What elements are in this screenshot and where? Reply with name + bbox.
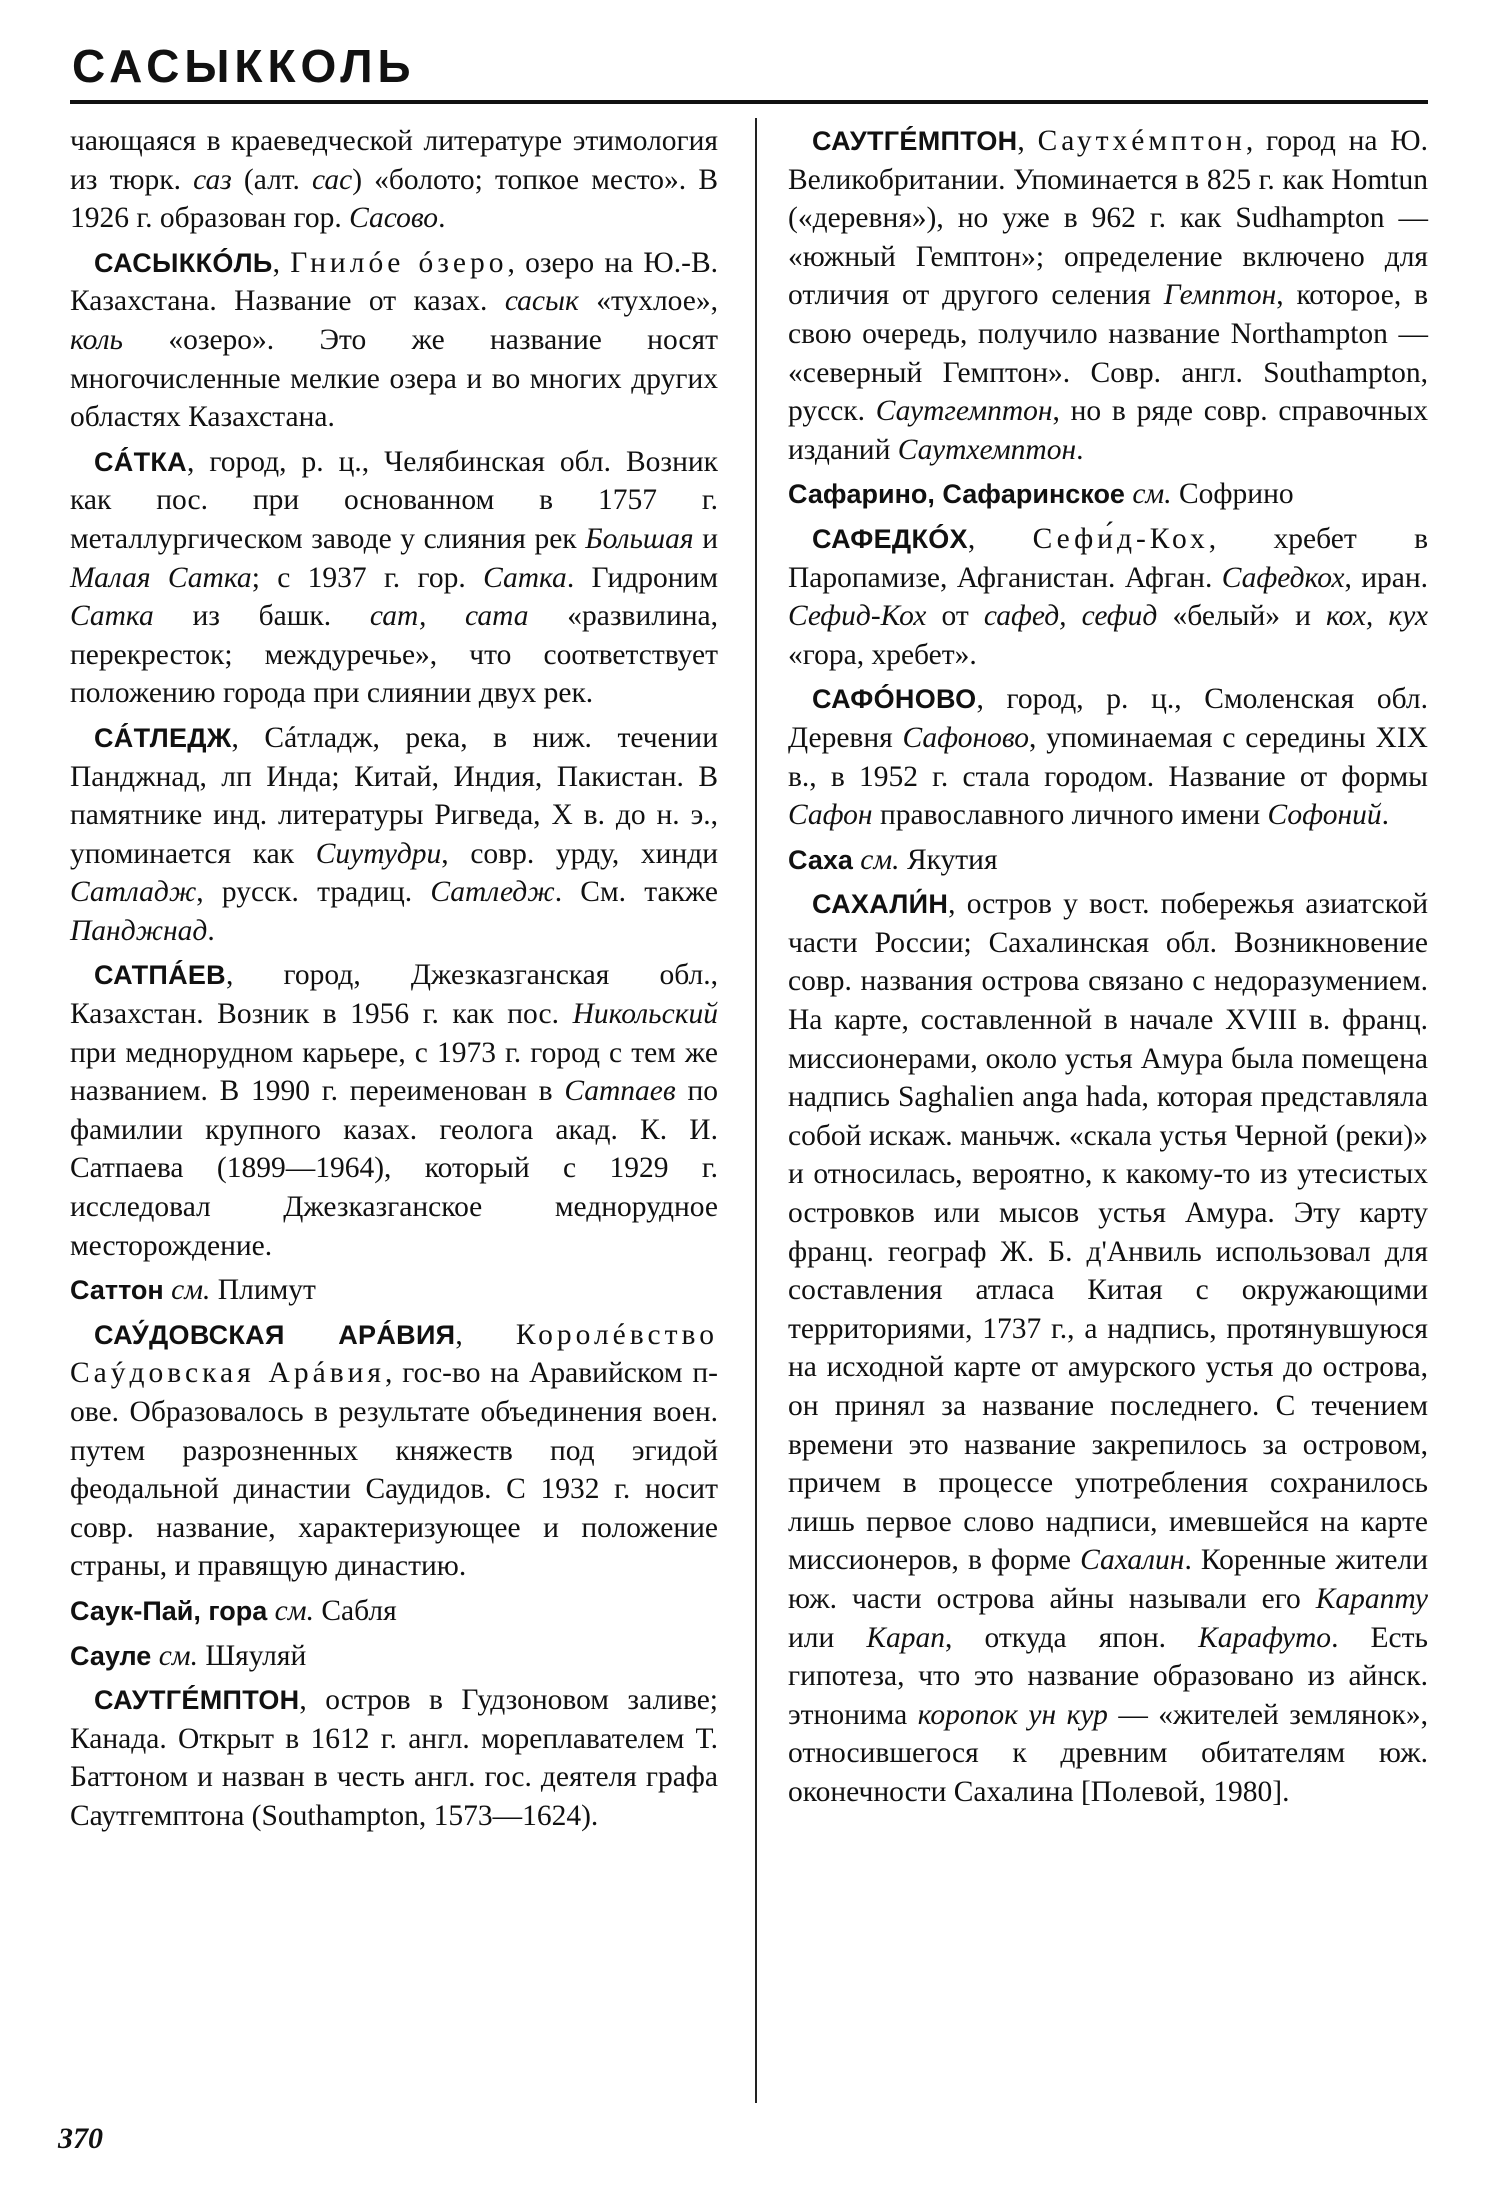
- italic-term: Сефид-Кох: [788, 600, 927, 633]
- entry-text: , русск. традиц.: [196, 876, 431, 909]
- italic-term: Сафедкох: [1221, 561, 1345, 594]
- reference-headword: Сафарино, Сафаринское: [788, 479, 1125, 510]
- italic-term: Сиутудри: [315, 837, 442, 870]
- entry-headword: САСЫККÓЛЬ: [94, 247, 273, 278]
- italic-term: сасык: [504, 285, 579, 318]
- reference-headword: Саук-Пай, гора: [70, 1595, 268, 1626]
- italic-term: Сасово: [349, 202, 439, 235]
- italic-term: см.: [171, 1274, 211, 1307]
- reference-headword: Сауле: [70, 1640, 152, 1671]
- entry-text: .: [207, 914, 215, 947]
- italic-term: Сафон: [788, 799, 873, 832]
- reference-headword: Саттон: [70, 1275, 164, 1306]
- entry-headword: САУТГÉМПТОН: [94, 1685, 300, 1716]
- entry-headword: САХАЛИ́Н: [812, 889, 949, 920]
- italic-term: Гемптон: [1163, 279, 1277, 312]
- entry-text: , иран.: [1344, 561, 1429, 594]
- entry-text: из башк.: [153, 600, 370, 633]
- variant-name: Саутхéмптон: [1037, 125, 1246, 157]
- entry-text: , совр. урду, хинди: [441, 837, 719, 870]
- entry-text: чающаяся в краеведческой литературе этимология из тюрк.: [70, 125, 718, 196]
- italic-term: Сахалин: [1080, 1544, 1185, 1577]
- entry-text: , откуда япон.: [945, 1621, 1199, 1654]
- dictionary-entry: [70, 719, 718, 951]
- entry-text: Сабля: [313, 1594, 397, 1627]
- entry-text: Плимут: [210, 1274, 316, 1307]
- column-divider: [755, 118, 757, 2103]
- entry-headword: САУ́ДОВСКАЯ АРÁВИЯ: [94, 1319, 456, 1350]
- entry-headword: САУТГÉМПТОН: [812, 126, 1018, 156]
- entry-text: Шяуляй: [198, 1639, 307, 1672]
- dictionary-entry: [788, 885, 1428, 1811]
- entry-text: , город, Джезказганская обл., Казахстан. Возник в 1956 г. как пос.: [70, 959, 718, 1031]
- dictionary-entry: [788, 680, 1428, 834]
- entry-text: от: [926, 600, 984, 633]
- page-header: [70, 34, 1428, 104]
- italic-term: Карафуто: [1198, 1621, 1332, 1654]
- dictionary-entry: [788, 122, 1428, 469]
- page-number: 370: [58, 2122, 103, 2155]
- cross-reference-entry: [70, 1271, 718, 1310]
- italic-term: коропок ун кур: [917, 1698, 1108, 1731]
- entry-text: по фамилии крупного казах. геолога акад. К. И. Сатпаева (1899—1964), который с 1929 г. исследовал Джезказганское меднорудное месторождение.: [70, 1075, 718, 1262]
- dictionary-entry: [70, 244, 718, 437]
- entry-headword: СÁТЛЕДЖ: [94, 722, 232, 753]
- italic-term: сафед, сефид: [983, 600, 1158, 633]
- entry-headword: СÁТКА: [94, 446, 187, 477]
- entry-text: .: [438, 202, 446, 235]
- entry-text: [267, 1595, 274, 1627]
- italic-term: Никольский: [572, 998, 718, 1031]
- italic-term: Сатледж: [430, 876, 555, 909]
- dictionary-entry: [70, 1316, 718, 1586]
- cross-reference-entry: [788, 841, 1428, 880]
- entry-text: «развилина, перекресток; междуречье», что соответствует положению города при слиянии двух рек.: [70, 600, 718, 710]
- italic-term: Карапту: [1315, 1582, 1428, 1615]
- entry-text: «гора, хребет».: [788, 638, 977, 671]
- italic-term: см.: [1132, 478, 1172, 511]
- italic-term: Софоний: [1267, 799, 1382, 832]
- italic-term: Саутгемптон: [875, 395, 1053, 428]
- entry-text: ,: [1017, 125, 1038, 157]
- entry-headword: САФÓНОВО: [812, 684, 977, 715]
- entry-text: ,: [967, 522, 1033, 555]
- entry-text: — «жителей землянок», относившегося к древним обитателям юж. оконечности Сахалина [Полевой, 1980].: [788, 1698, 1428, 1808]
- entry-text: , город, р. ц., Смоленская обл. Деревня: [788, 683, 1428, 754]
- italic-term: Саутхемптон: [897, 433, 1077, 466]
- entry-text: , озеро на Ю.-В. Казахстана. Название от казах.: [70, 246, 719, 318]
- entry-text: «тухлое»,: [578, 285, 718, 318]
- entry-text: или: [788, 1621, 867, 1654]
- italic-term: сат, сата: [369, 600, 529, 633]
- italic-term: сас: [312, 163, 353, 196]
- cross-reference-entry: [70, 1637, 718, 1676]
- entry-text: . Коренные жители юж. части острова айны называли его: [788, 1544, 1429, 1615]
- italic-term: Сатпаев: [564, 1075, 676, 1108]
- entry-text: Софрино: [1171, 478, 1294, 511]
- italic-term: см.: [158, 1639, 198, 1672]
- italic-term: Панджнад: [70, 914, 208, 947]
- italic-term: см.: [860, 843, 900, 876]
- entry-text: . Гидроним: [566, 561, 718, 594]
- italic-term: Малая Сатка: [70, 561, 252, 594]
- entry-text: ,: [455, 1318, 516, 1351]
- entry-text: , упоминаемая с середины XIX в., в 1952 г. стала городом. Название от формы: [788, 721, 1428, 793]
- reference-headword: Саха: [788, 844, 853, 875]
- entry-text: ; с 1937 г. гор.: [251, 561, 484, 594]
- entry-text: . Есть гипотеза, что это название образовано из айнск. этнонима: [788, 1621, 1428, 1731]
- entry-text: ,: [272, 246, 291, 279]
- continued-entry-text: [70, 122, 718, 238]
- italic-term: коль: [70, 323, 123, 356]
- entry-text: православного личного имени: [872, 799, 1268, 832]
- entry-text: «белый» и: [1157, 600, 1326, 633]
- left-column: [70, 122, 718, 1842]
- italic-term: Сатладж: [70, 876, 197, 909]
- entry-text: ) «болото; топкое место». В 1926 г. образован гор.: [70, 163, 719, 235]
- right-column: [788, 122, 1428, 1818]
- entry-text: при меднорудном карьере, с 1973 г. город с тем же названием. В 1990 г. переименован в: [70, 1036, 718, 1108]
- dictionary-entry: [788, 520, 1428, 674]
- entry-text: , Сáтладж, река, в ниж. течении Панджнад, лп Инда; Китай, Индия, Пакистан. В памятнике инд. литературы Ригведа, X в. до н. э., упоминается как: [70, 721, 718, 870]
- variant-name: Сефи́д-Кох: [1032, 522, 1209, 555]
- entry-text: , но в ряде совр. справочных изданий: [788, 395, 1428, 466]
- entry-text: , гос-во на Аравийском п-ове. Образовалось в результате объединения воен. путем разрозненных княжеств под эгидой феодальной династии Саудидов. С 1932 г. носит совр. название, характеризующее и положение страны, и правящую династию.: [70, 1357, 719, 1583]
- italic-term: Сафоново: [902, 721, 1030, 754]
- entry-text: .: [1076, 433, 1084, 466]
- variant-name: Гнилóе óзеро: [290, 246, 508, 279]
- page-title: САСЫККОЛЬ: [72, 40, 416, 92]
- entry-text: . См. также: [554, 876, 719, 909]
- entry-text: , хребет в Паропамизе, Афганистан. Афган.: [788, 522, 1428, 594]
- cross-reference-entry: [788, 475, 1428, 514]
- italic-term: Большая: [585, 522, 694, 555]
- dictionary-entry: [70, 443, 718, 713]
- entry-text: , город, р. ц., Челябинская обл. Возник как пос. при основанном в 1757 г. металлургическом заводе у слияния рек: [70, 445, 718, 555]
- entry-text: Якутия: [899, 843, 998, 876]
- dictionary-entry: [70, 956, 718, 1265]
- entry-text: , остров у вост. побережья азиатской части России; Сахалинская обл. Возникновение совр. названия острова связано с недоразумением. На карте, составленной в начале XVIII в. франц. миссионерами, около устья Амура была помещена надпись Saghalien anga hada, которая представляла собой искаж. маньчж. «скала устья Черной (реки)» и относилась, вероятно, к какому-то из утесистых островков или мысов устья Амура. Эту карту франц. географ Ж. Б. д'Анвиль использовал для составления атласа Китая с окружающими территориями, 1737 г., а надпись, протянувшуюся на исходной карте от амурского устья до острова, он принял за название последнего. С течением времени это название закрепилось за островом, причем в процессе употребления сохранилось лишь первое слово надписи, имевшейся на карте миссионеров, в форме: [788, 888, 1428, 1577]
- variant-name: Королéвство Саýдовская Арáвия: [70, 1318, 718, 1390]
- entry-text: и: [693, 522, 718, 555]
- cross-reference-entry: [70, 1592, 718, 1631]
- entry-text: , город на Ю. Великобритании. Упоминается в 825 г. как Homtun («деревня»), но уже в 962 г. как Sudhampton — «южный Гемптон»; определение включено для отличия от другого селения: [788, 125, 1429, 312]
- italic-term: Карап: [866, 1621, 945, 1654]
- italic-term: см.: [274, 1594, 314, 1627]
- italic-term: Сатка: [70, 600, 154, 633]
- entry-text: (алт.: [231, 163, 312, 196]
- entry-text: «озеро». Это же название носят многочисленные мелкие озера и во многих других областях Казахстана.: [70, 323, 718, 434]
- entry-text: .: [1381, 799, 1389, 832]
- dictionary-entry: [70, 1681, 718, 1835]
- entry-text: , которое, в свою очередь, получило название Northampton — «северный Гемптон». Совр. англ. Southampton, русск.: [788, 279, 1428, 428]
- italic-term: кох, кух: [1325, 600, 1428, 633]
- entry-headword: САТПÁЕВ: [94, 960, 226, 991]
- entry-text: [151, 1640, 158, 1672]
- italic-term: Сатка: [483, 561, 567, 594]
- italic-term: саз: [193, 163, 232, 196]
- entry-text: , остров в Гудзоновом заливе; Канада. Открыт в 1612 г. англ. мореплавателем Т. Баттоном и назван в честь англ. гос. деятеля графа Саутгемптона (Southampton, 1573—1624).: [70, 1684, 718, 1832]
- entry-headword: САФЕДКÓХ: [812, 523, 968, 554]
